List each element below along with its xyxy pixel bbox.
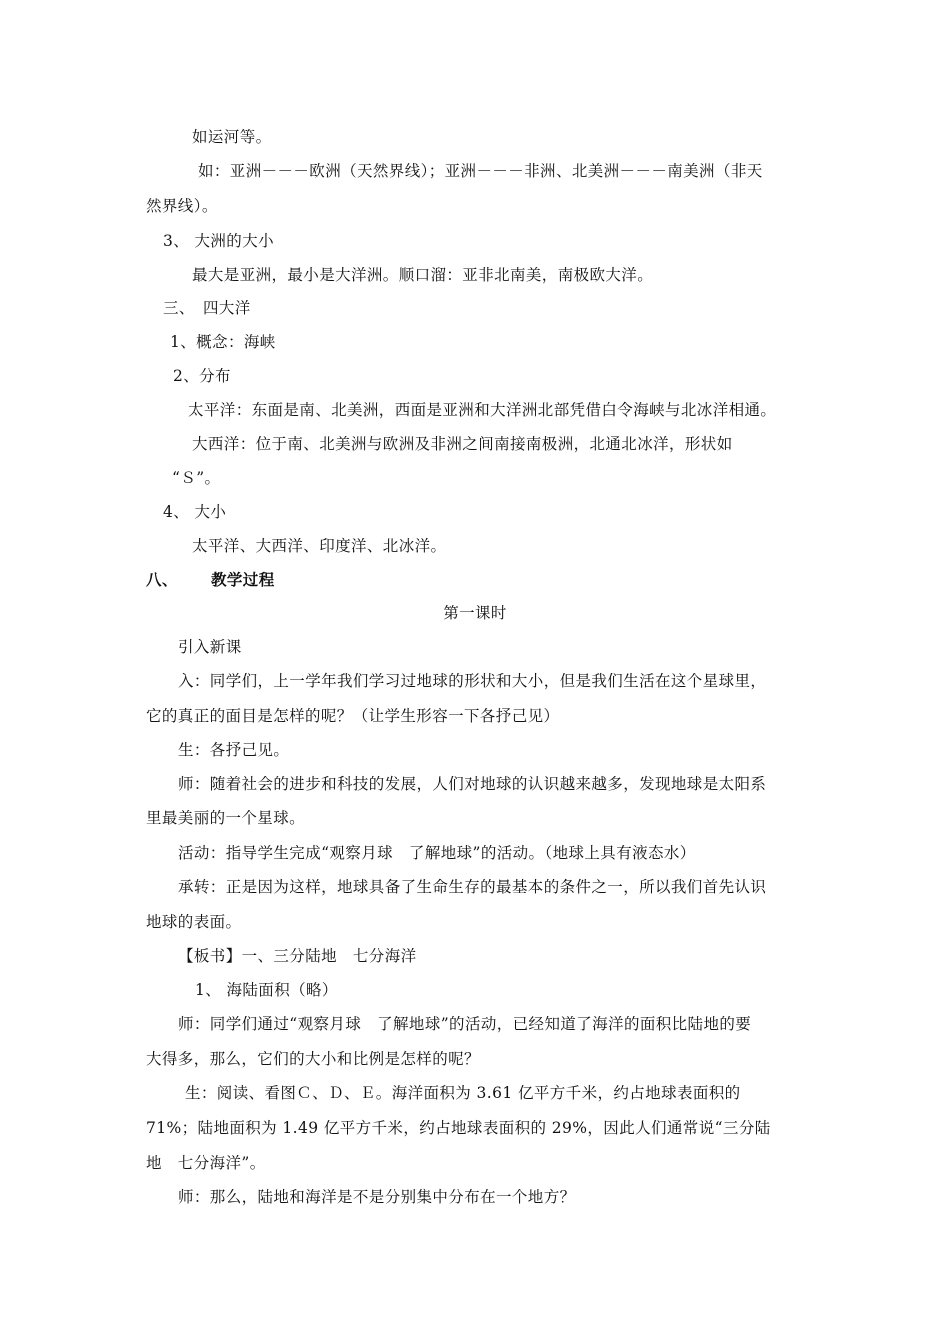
- text-line: 太平洋、大西洋、印度洋、北冰洋。: [192, 537, 447, 555]
- text-line: 生：阅读、看图Ｃ、Ｄ、Ｅ。海洋面积为 3.61 亿平方千米，约占地球表面积的: [185, 1084, 741, 1102]
- text-line: 师：随着社会的进步和科技的发展，人们对地球的认识越来越多，发现地球是太阳系: [178, 775, 767, 793]
- text-line: 71%；陆地面积为 1.49 亿平方千米，约占地球表面积的 29%，因此人们通常说“三分陆: [146, 1119, 771, 1137]
- text-line: 活动：指导学生完成“观察月球 了解地球”的活动。（地球上具有液态水）: [178, 844, 696, 862]
- text-line: 如运河等。: [192, 128, 272, 146]
- text-line: 然界线）。: [146, 197, 218, 215]
- text-line: 生：各抒己见。: [178, 741, 290, 759]
- text-line: 入：同学们，上一学年我们学习过地球的形状和大小，但是我们生活在这个星球里，: [178, 672, 767, 690]
- section-heading: 3、 大洲的大小: [163, 232, 274, 250]
- text-line: 师：同学们通过“观察月球 了解地球”的活动，已经知道了海洋的面积比陆地的要: [178, 1015, 752, 1033]
- text-line: 如：亚洲－－－欧洲（天然界线）；亚洲－－－非洲、北美洲－－－南美洲（非天: [198, 162, 763, 180]
- section-heading: 1、 海陆面积（略）: [195, 981, 338, 999]
- text-line: 里最美丽的一个星球。: [146, 809, 306, 827]
- text-line: 承转：正是因为这样，地球具备了生命生存的最基本的条件之一，所以我们首先认识: [178, 878, 767, 896]
- section-heading: 2、分布: [173, 367, 231, 385]
- text-line: “Ｓ”。: [172, 469, 221, 487]
- section-heading: 1、概念：海峡: [170, 333, 276, 351]
- blackboard-note: 【板书】一、三分陆地 七分海洋: [178, 947, 417, 965]
- chapter-number: 八、: [146, 571, 178, 589]
- section-heading: 4、 大小: [163, 503, 227, 521]
- text-line: 大得多，那么，它们的大小和比例是怎样的呢？: [146, 1050, 480, 1068]
- text-line: 引入新课: [178, 638, 242, 656]
- text-line: 最大是亚洲，最小是大洋洲。顺口溜：亚非北南美，南极欧大洋。: [192, 266, 654, 284]
- text-line: 师：那么，陆地和海洋是不是分别集中分布在一个地方？: [178, 1188, 576, 1206]
- text-line: 它的真正的面目是怎样的呢？（让学生形容一下各抒己见）: [146, 707, 560, 725]
- text-line: 大西洋：位于南、北美洲与欧洲及非洲之间南接南极洲，北通北冰洋，形状如: [192, 435, 733, 453]
- lesson-title: 第一课时: [443, 604, 507, 622]
- text-line: 地 七分海洋”。: [146, 1154, 266, 1172]
- text-line: 地球的表面。: [146, 913, 242, 931]
- section-heading: 三、 四大洋: [163, 299, 251, 317]
- text-line: 太平洋：东面是南、北美洲，西面是亚洲和大洋洲北部凭借白令海峡与北冰洋相通。: [188, 401, 777, 419]
- chapter-title: 教学过程: [211, 571, 275, 589]
